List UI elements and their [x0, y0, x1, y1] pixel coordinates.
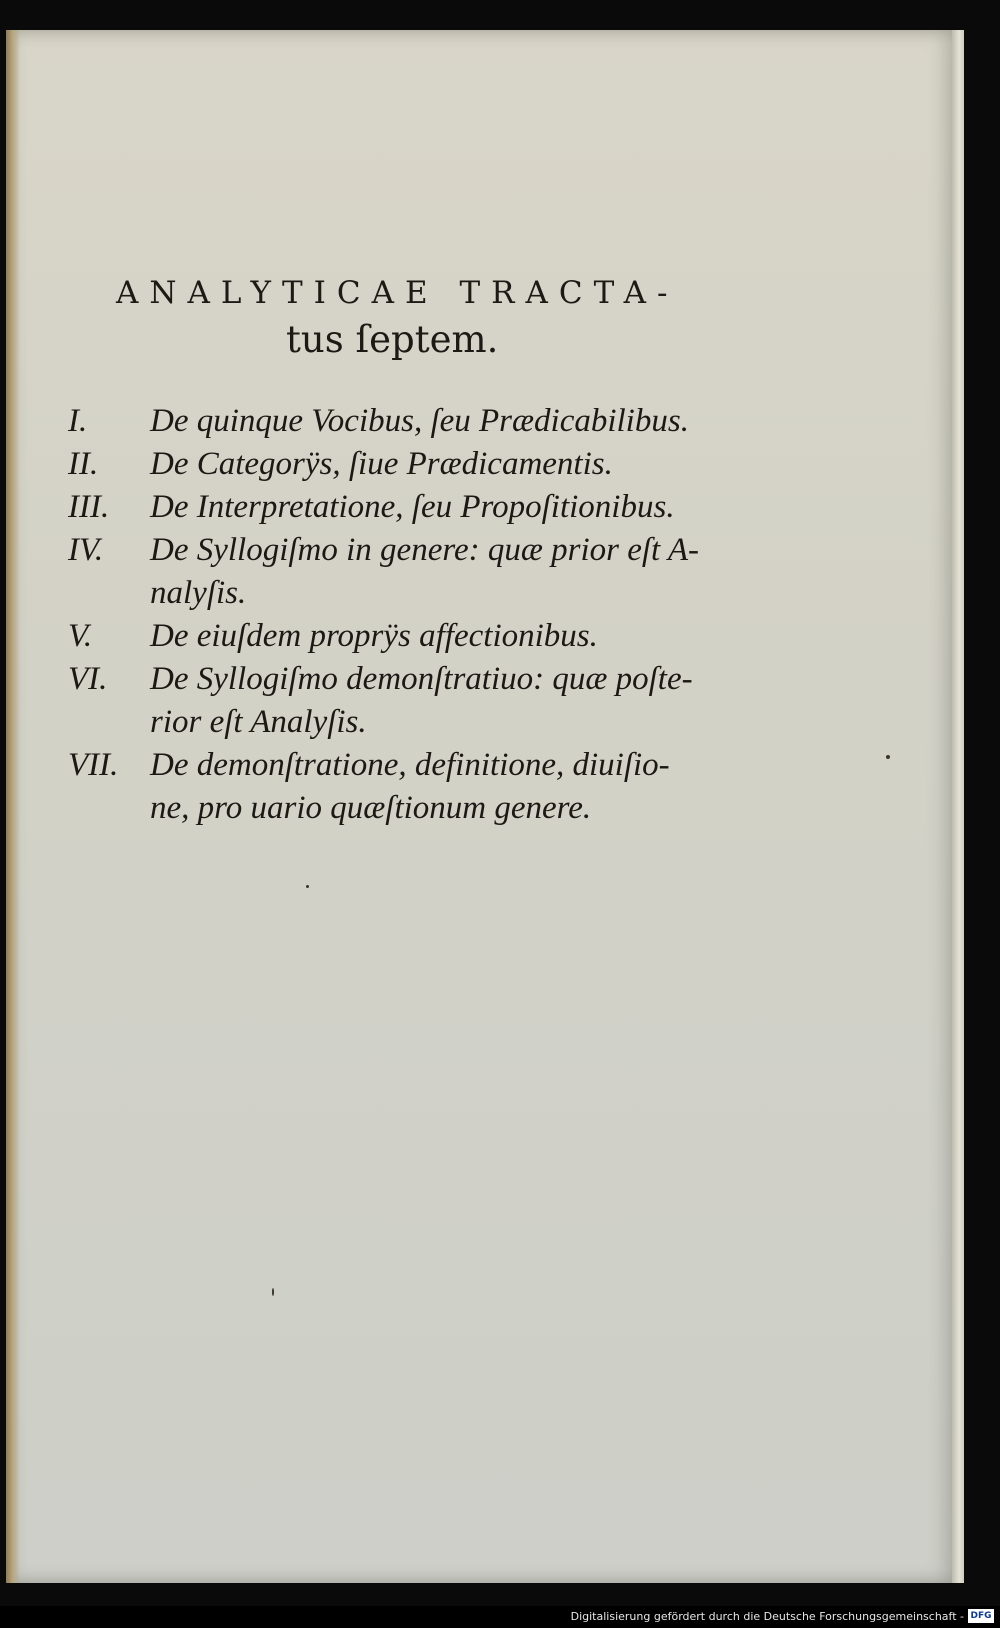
- toc-entry-5: [68, 615, 768, 658]
- toc-entry-6: [68, 658, 768, 744]
- page-edge: [952, 30, 964, 1583]
- paper-speck: [306, 885, 309, 888]
- toc-entry-text: De Interpretatione, ſeu Propoſitionibus.: [150, 489, 675, 525]
- toc-entry-number: V.: [68, 618, 93, 654]
- toc-entry-text: De Syllogiſmo in genere: quæ prior eſt A-: [150, 532, 699, 568]
- toc-entry-4: [68, 529, 768, 615]
- toc-entry-2: [68, 443, 768, 486]
- table-of-contents: [68, 400, 768, 830]
- toc-entry-number: IV.: [68, 532, 104, 568]
- toc-entry-7: [68, 744, 768, 830]
- toc-entry-1: [68, 400, 768, 443]
- paper-speck: [886, 755, 890, 759]
- toc-entry-number: I.: [68, 403, 88, 439]
- footer-bar: [0, 1606, 1000, 1628]
- funding-credit: Digitalisierung gefördert durch die Deutsche Forschungsgemeinschaft -: [570, 1610, 964, 1623]
- toc-entry-text-continued: ne, pro uario quæſtionum genere.: [150, 790, 592, 826]
- toc-entry-text: De Categorÿs, ſiue Prædicamentis.: [150, 446, 613, 482]
- toc-entry-number: VII.: [68, 747, 119, 783]
- toc-entry-number: II.: [68, 446, 99, 482]
- page-title-line-1: ANALYTICAE TRACTA-: [116, 275, 679, 311]
- toc-entry-text: De eiuſdem proprÿs affectionibus.: [150, 618, 598, 654]
- book-page: [6, 30, 956, 1583]
- toc-entry-text-continued: nalyſis.: [150, 575, 247, 611]
- toc-entry-text: De Syllogiſmo demonſtratiuo: quæ poſte-: [150, 661, 693, 697]
- page-title-line-2: tus ſeptem.: [286, 318, 499, 361]
- toc-entry-text: De demonſtratione, definitione, diuiſio-: [150, 747, 670, 783]
- toc-entry-text-continued: rior eſt Analyſis.: [150, 704, 367, 740]
- toc-entry-text: De quinque Vocibus, ſeu Prædicabilibus.: [150, 403, 689, 439]
- toc-entry-3: [68, 486, 768, 529]
- toc-entry-number: III.: [68, 489, 110, 525]
- paper-speck: [272, 1288, 274, 1296]
- binding-gutter: [6, 30, 20, 1583]
- dfg-logo: DFG: [968, 1609, 994, 1623]
- toc-entry-number: VI.: [68, 661, 108, 697]
